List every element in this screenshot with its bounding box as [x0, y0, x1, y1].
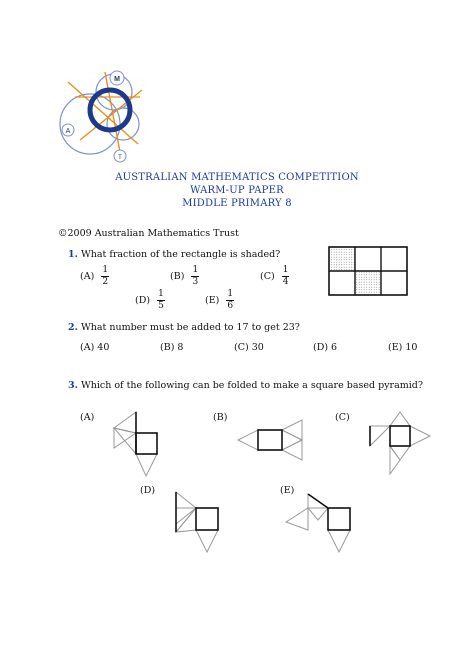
- q1-option-c[interactable]: [260, 266, 289, 287]
- logo-letter-m: M: [114, 76, 120, 83]
- q1-option-b-label: (B): [170, 271, 185, 282]
- division-title: MIDDLE PRIMARY 8: [182, 198, 292, 209]
- net-e-triangle-bottom: [328, 530, 350, 552]
- denominator: 2: [102, 277, 109, 287]
- question-1: [68, 249, 280, 260]
- question-1-text: What fraction of the rectangle is shaded?: [80, 249, 281, 260]
- net-c-triangle-right: [410, 426, 430, 446]
- fraction: [191, 266, 199, 287]
- q1-option-a-label: (A): [80, 271, 95, 282]
- denominator: 6: [227, 301, 234, 311]
- question-3-text: Which of the following can be folded to make a square based pyramid?: [80, 380, 423, 391]
- net-d-triangle-3: [176, 508, 196, 532]
- q1-option-c-label: (C): [260, 271, 275, 282]
- q3-label-c[interactable]: (C): [335, 412, 350, 423]
- net-b-diagram[interactable]: [236, 418, 316, 478]
- net-c-triangle-bottom-2: [390, 446, 400, 474]
- q2-option-b[interactable]: (B) 8: [160, 342, 184, 353]
- net-b-triangle-bottom: [282, 440, 302, 460]
- q1-option-d-label: (D): [135, 295, 151, 306]
- net-d-diagram[interactable]: [172, 490, 232, 555]
- numerator: 1: [192, 265, 199, 275]
- net-c-triangle-top: [390, 412, 410, 426]
- net-e-square: [328, 508, 350, 530]
- amt-logo: [50, 72, 160, 162]
- denominator: 5: [158, 301, 164, 311]
- numerator: 1: [102, 265, 109, 275]
- denominator: 3: [192, 277, 199, 287]
- logo-letter-a: A: [65, 128, 71, 135]
- net-b-triangle-left: [238, 430, 258, 450]
- numerator: 1: [158, 289, 164, 299]
- q2-option-a[interactable]: (A) 40: [80, 342, 110, 353]
- net-d-triangle-bottom: [196, 530, 218, 552]
- paper-title: WARM-UP PAPER: [190, 185, 284, 196]
- net-a-diagram[interactable]: [110, 410, 170, 480]
- question-2-text: What number must be added to 17 to get 23?: [80, 322, 300, 333]
- q1-option-d[interactable]: [135, 290, 165, 311]
- numerator: 1: [227, 289, 234, 299]
- net-e-edge: [308, 494, 328, 508]
- net-a-square: [136, 433, 157, 454]
- q1-option-a[interactable]: [80, 266, 109, 287]
- net-e-diagram[interactable]: [284, 490, 359, 555]
- net-c-diagram[interactable]: [368, 412, 438, 482]
- q1-option-e-label: (E): [205, 295, 220, 306]
- numerator: 1: [282, 265, 289, 275]
- fraction: [157, 290, 165, 311]
- net-c-square: [390, 426, 410, 446]
- q3-label-b[interactable]: (B): [213, 412, 228, 423]
- q2-option-c[interactable]: (C) 30: [234, 342, 264, 353]
- q1-option-b[interactable]: [170, 266, 199, 287]
- q3-label-a[interactable]: (A): [80, 412, 95, 423]
- net-e-triangle-left: [286, 508, 308, 530]
- q2-option-e[interactable]: (E) 10: [388, 342, 418, 353]
- denominator: 4: [282, 277, 289, 287]
- question-2-number: 2.: [68, 322, 78, 333]
- net-b-triangle-top: [282, 420, 302, 440]
- question-2: [68, 322, 300, 333]
- net-b-square: [258, 430, 282, 450]
- fraction: [282, 266, 290, 287]
- net-e-triangle-mid: [308, 508, 328, 520]
- competition-title: AUSTRALIAN MATHEMATICS COMPETITION: [115, 172, 359, 183]
- question-3-number: 3.: [68, 380, 78, 391]
- question-1-number: 1.: [68, 249, 78, 260]
- q3-label-e[interactable]: (E): [280, 485, 295, 496]
- question-3: [68, 380, 423, 391]
- net-c-triangle-left: [370, 426, 390, 446]
- q2-option-d[interactable]: (D) 6: [313, 342, 338, 353]
- fraction: [226, 290, 234, 311]
- net-c-triangle-bottom-1: [390, 446, 410, 460]
- logo-letter-t: T: [118, 155, 122, 161]
- net-a-triangle-3: [114, 428, 136, 448]
- net-d-square: [196, 508, 218, 530]
- q3-label-d[interactable]: (D): [140, 485, 156, 496]
- copyright-notice: ©2009 Australian Mathematics Trust: [58, 228, 239, 239]
- fraction: [101, 266, 109, 287]
- shaded-cell-bottom-middle: [355, 271, 381, 295]
- q1-option-e[interactable]: [205, 290, 234, 311]
- net-b-triangle-mid: [282, 430, 302, 450]
- net-a-triangle-1: [114, 412, 136, 433]
- shaded-rectangle-diagram: [328, 246, 408, 296]
- shaded-cell-top-left: [329, 247, 355, 271]
- net-a-triangle-bottom: [136, 454, 157, 476]
